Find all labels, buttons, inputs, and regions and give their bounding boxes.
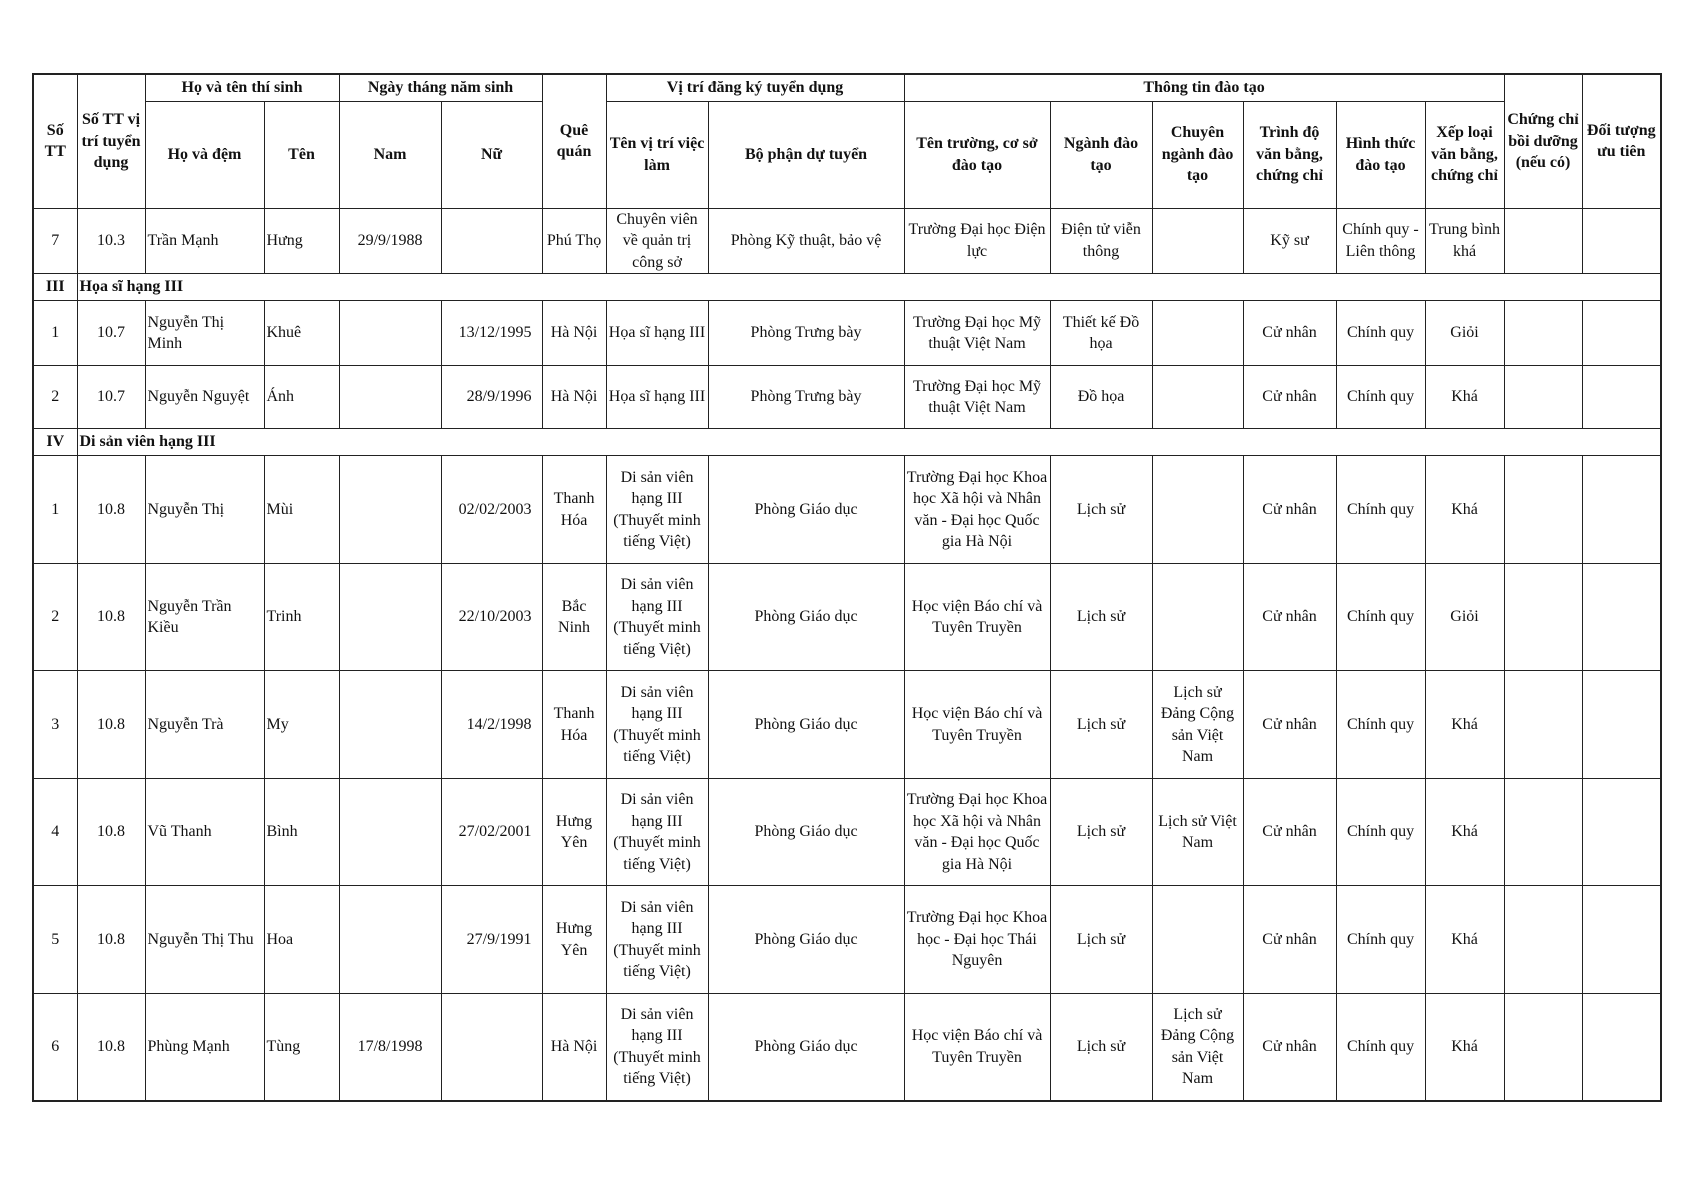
cell-trinh-do: Cử nhân	[1243, 366, 1336, 429]
cell-chuyen-nganh: Lịch sử Đảng Cộng sản Việt Nam	[1152, 994, 1243, 1101]
section-title: Họa sĩ hạng III	[77, 274, 1661, 301]
section-number: IV	[33, 429, 77, 456]
cell-nam	[339, 671, 441, 779]
cell-so-tt: 5	[33, 886, 77, 994]
cell-ho-dem: Nguyễn Trà	[145, 671, 264, 779]
header-nu: Nữ	[441, 101, 542, 208]
cell-ten-truong: Trường Đại học Điện lực	[904, 208, 1050, 274]
cell-ten-vi-tri: Di sản viên hạng III (Thuyết minh tiếng Việt)	[606, 456, 708, 564]
cell-nu: 02/02/2003	[441, 456, 542, 564]
header-chung-chi: Chứng chỉ bồi dưỡng (nếu có)	[1504, 74, 1582, 208]
header-vi-tri-group: Vị trí đăng ký tuyển dụng	[606, 74, 904, 101]
cell-trinh-do: Cử nhân	[1243, 994, 1336, 1101]
cell-bo-phan: Phòng Giáo dục	[708, 564, 904, 671]
cell-doi-tuong	[1582, 301, 1661, 366]
cell-xep-loai: Giỏi	[1425, 564, 1504, 671]
cell-hinh-thuc: Chính quy	[1336, 779, 1425, 886]
cell-trinh-do: Cử nhân	[1243, 886, 1336, 994]
cell-nganh: Điện tử viễn thông	[1050, 208, 1152, 274]
cell-so-tt-vi-tri: 10.8	[77, 456, 145, 564]
cell-so-tt-vi-tri: 10.8	[77, 994, 145, 1101]
cell-xep-loai: Khá	[1425, 456, 1504, 564]
cell-bo-phan: Phòng Giáo dục	[708, 779, 904, 886]
cell-que-quan: Hưng Yên	[542, 886, 606, 994]
header-ho-dem: Họ và đệm	[145, 101, 264, 208]
cell-trinh-do: Cử nhân	[1243, 564, 1336, 671]
cell-bo-phan: Phòng Kỹ thuật, bảo vệ	[708, 208, 904, 274]
cell-nganh: Lịch sử	[1050, 456, 1152, 564]
header-doi-tuong: Đối tượng ưu tiên	[1582, 74, 1661, 208]
cell-doi-tuong	[1582, 366, 1661, 429]
cell-ho-dem: Phùng Mạnh	[145, 994, 264, 1101]
header-bo-phan: Bộ phận dự tuyển	[708, 101, 904, 208]
cell-ho-dem: Nguyễn Thị Minh	[145, 301, 264, 366]
cell-ten: My	[264, 671, 339, 779]
cell-chung-chi	[1504, 208, 1582, 274]
cell-trinh-do: Cử nhân	[1243, 779, 1336, 886]
cell-hinh-thuc: Chính quy	[1336, 366, 1425, 429]
cell-bo-phan: Phòng Giáo dục	[708, 886, 904, 994]
cell-chuyen-nganh: Lịch sử Đảng Cộng sản Việt Nam	[1152, 671, 1243, 779]
cell-chung-chi	[1504, 671, 1582, 779]
cell-nganh: Lịch sử	[1050, 564, 1152, 671]
cell-so-tt-vi-tri: 10.8	[77, 671, 145, 779]
cell-hinh-thuc: Chính quy - Liên thông	[1336, 208, 1425, 274]
header-trinh-do: Trình độ văn bằng, chứng chỉ	[1243, 101, 1336, 208]
cell-ten: Bình	[264, 779, 339, 886]
cell-chuyen-nganh	[1152, 301, 1243, 366]
cell-bo-phan: Phòng Trưng bày	[708, 366, 904, 429]
cell-so-tt-vi-tri: 10.8	[77, 564, 145, 671]
cell-xep-loai: Khá	[1425, 671, 1504, 779]
table-row	[33, 994, 1661, 1101]
cell-so-tt-vi-tri: 10.7	[77, 366, 145, 429]
cell-que-quan: Hà Nội	[542, 366, 606, 429]
cell-xep-loai: Khá	[1425, 886, 1504, 994]
cell-so-tt-vi-tri: 10.7	[77, 301, 145, 366]
cell-doi-tuong	[1582, 456, 1661, 564]
section-row	[33, 274, 1661, 301]
cell-hinh-thuc: Chính quy	[1336, 564, 1425, 671]
cell-ten-vi-tri: Di sản viên hạng III (Thuyết minh tiếng Việt)	[606, 779, 708, 886]
cell-nu	[441, 208, 542, 274]
header-ten-truong: Tên trường, cơ sở đào tạo	[904, 101, 1050, 208]
cell-doi-tuong	[1582, 208, 1661, 274]
cell-bo-phan: Phòng Giáo dục	[708, 456, 904, 564]
cell-so-tt: 2	[33, 564, 77, 671]
header-ngay-sinh-group: Ngày tháng năm sinh	[339, 74, 542, 101]
cell-ten-truong: Trường Đại học Mỹ thuật Việt Nam	[904, 366, 1050, 429]
cell-chung-chi	[1504, 456, 1582, 564]
cell-ho-dem: Vũ Thanh	[145, 779, 264, 886]
cell-chuyen-nganh	[1152, 564, 1243, 671]
cell-ten-vi-tri: Họa sĩ hạng III	[606, 301, 708, 366]
table-row	[33, 366, 1661, 429]
cell-ho-dem: Nguyễn Nguyệt	[145, 366, 264, 429]
cell-bo-phan: Phòng Trưng bày	[708, 301, 904, 366]
cell-chung-chi	[1504, 564, 1582, 671]
cell-nu: 13/12/1995	[441, 301, 542, 366]
cell-nganh: Lịch sử	[1050, 886, 1152, 994]
cell-nam: 17/8/1998	[339, 994, 441, 1101]
cell-so-tt: 1	[33, 301, 77, 366]
cell-chung-chi	[1504, 779, 1582, 886]
cell-nu: 14/2/1998	[441, 671, 542, 779]
cell-que-quan: Bắc Ninh	[542, 564, 606, 671]
cell-nam	[339, 779, 441, 886]
cell-ten-truong: Trường Đại học Khoa học - Đại học Thái Nguyên	[904, 886, 1050, 994]
cell-bo-phan: Phòng Giáo dục	[708, 994, 904, 1101]
cell-nu	[441, 994, 542, 1101]
cell-chung-chi	[1504, 994, 1582, 1101]
cell-ten-truong: Trường Đại học Mỹ thuật Việt Nam	[904, 301, 1050, 366]
header-ten-vi-tri: Tên vị trí việc làm	[606, 101, 708, 208]
cell-nganh: Lịch sử	[1050, 671, 1152, 779]
cell-doi-tuong	[1582, 671, 1661, 779]
cell-so-tt: 4	[33, 779, 77, 886]
cell-nam	[339, 366, 441, 429]
cell-ho-dem: Nguyễn Thị	[145, 456, 264, 564]
cell-chuyen-nganh: Lịch sử Việt Nam	[1152, 779, 1243, 886]
cell-so-tt: 3	[33, 671, 77, 779]
cell-ten-vi-tri: Di sản viên hạng III (Thuyết minh tiếng Việt)	[606, 564, 708, 671]
header-so-tt: Số TT	[33, 74, 77, 208]
header-chuyen-nganh: Chuyên ngành đào tạo	[1152, 101, 1243, 208]
cell-ten: Hưng	[264, 208, 339, 274]
cell-hinh-thuc: Chính quy	[1336, 886, 1425, 994]
cell-ten: Mùi	[264, 456, 339, 564]
cell-ten-truong: Học viện Báo chí và Tuyên Truyền	[904, 994, 1050, 1101]
cell-ten: Khuê	[264, 301, 339, 366]
cell-hinh-thuc: Chính quy	[1336, 456, 1425, 564]
cell-nam	[339, 886, 441, 994]
cell-so-tt-vi-tri: 10.3	[77, 208, 145, 274]
header-ten: Tên	[264, 101, 339, 208]
cell-doi-tuong	[1582, 564, 1661, 671]
table-row	[33, 208, 1661, 274]
cell-ten-truong: Trường Đại học Khoa học Xã hội và Nhân văn - Đại học Quốc gia Hà Nội	[904, 456, 1050, 564]
cell-trinh-do: Kỹ sư	[1243, 208, 1336, 274]
cell-nam	[339, 456, 441, 564]
cell-chuyen-nganh	[1152, 456, 1243, 564]
cell-chuyen-nganh	[1152, 208, 1243, 274]
header-ho-ten-group: Họ và tên thí sinh	[145, 74, 339, 101]
cell-nganh: Lịch sử	[1050, 994, 1152, 1101]
cell-ten: Trinh	[264, 564, 339, 671]
section-row	[33, 429, 1661, 456]
cell-ho-dem: Nguyễn Thị Thu	[145, 886, 264, 994]
cell-doi-tuong	[1582, 886, 1661, 994]
cell-ten-truong: Trường Đại học Khoa học Xã hội và Nhân văn - Đại học Quốc gia Hà Nội	[904, 779, 1050, 886]
cell-xep-loai: Khá	[1425, 366, 1504, 429]
cell-chung-chi	[1504, 301, 1582, 366]
cell-chung-chi	[1504, 886, 1582, 994]
cell-nam	[339, 301, 441, 366]
header-hinh-thuc: Hình thức đào tạo	[1336, 101, 1425, 208]
table-row	[33, 886, 1661, 994]
section-title: Di sản viên hạng III	[77, 429, 1661, 456]
cell-chuyen-nganh	[1152, 886, 1243, 994]
cell-bo-phan: Phòng Giáo dục	[708, 671, 904, 779]
cell-que-quan: Thanh Hóa	[542, 456, 606, 564]
cell-so-tt-vi-tri: 10.8	[77, 779, 145, 886]
cell-xep-loai: Trung bình khá	[1425, 208, 1504, 274]
header-xep-loai: Xếp loại văn bằng, chứng chỉ	[1425, 101, 1504, 208]
cell-chung-chi	[1504, 366, 1582, 429]
cell-chuyen-nganh	[1152, 366, 1243, 429]
cell-que-quan: Thanh Hóa	[542, 671, 606, 779]
cell-nganh: Thiết kế Đồ họa	[1050, 301, 1152, 366]
cell-so-tt-vi-tri: 10.8	[77, 886, 145, 994]
section-number: III	[33, 274, 77, 301]
cell-ten: Ánh	[264, 366, 339, 429]
cell-ten-vi-tri: Di sản viên hạng III (Thuyết minh tiếng Việt)	[606, 886, 708, 994]
header-que-quan: Quê quán	[542, 74, 606, 208]
cell-hinh-thuc: Chính quy	[1336, 994, 1425, 1101]
cell-so-tt: 7	[33, 208, 77, 274]
cell-ten: Tùng	[264, 994, 339, 1101]
cell-que-quan: Phú Thọ	[542, 208, 606, 274]
table-row	[33, 456, 1661, 564]
cell-ten-truong: Học viện Báo chí và Tuyên Truyền	[904, 671, 1050, 779]
cell-nganh: Lịch sử	[1050, 779, 1152, 886]
cell-ten-vi-tri: Họa sĩ hạng III	[606, 366, 708, 429]
cell-que-quan: Hà Nội	[542, 301, 606, 366]
cell-doi-tuong	[1582, 779, 1661, 886]
cell-nam: 29/9/1988	[339, 208, 441, 274]
cell-nu: 28/9/1996	[441, 366, 542, 429]
cell-so-tt: 1	[33, 456, 77, 564]
header-nam: Nam	[339, 101, 441, 208]
cell-trinh-do: Cử nhân	[1243, 456, 1336, 564]
header-dao-tao-group: Thông tin đào tạo	[904, 74, 1504, 101]
cell-xep-loai: Khá	[1425, 994, 1504, 1101]
cell-xep-loai: Giỏi	[1425, 301, 1504, 366]
header-nganh: Ngành đào tạo	[1050, 101, 1152, 208]
cell-ten-truong: Học viện Báo chí và Tuyên Truyền	[904, 564, 1050, 671]
cell-nam	[339, 564, 441, 671]
cell-trinh-do: Cử nhân	[1243, 301, 1336, 366]
cell-nganh: Đồ họa	[1050, 366, 1152, 429]
cell-nu: 27/02/2001	[441, 779, 542, 886]
table-row	[33, 779, 1661, 886]
cell-hinh-thuc: Chính quy	[1336, 301, 1425, 366]
table-body	[33, 208, 1661, 1101]
cell-ten: Hoa	[264, 886, 339, 994]
cell-ten-vi-tri: Chuyên viên về quản trị công sở	[606, 208, 708, 274]
cell-ten-vi-tri: Di sản viên hạng III (Thuyết minh tiếng Việt)	[606, 671, 708, 779]
candidate-table	[32, 73, 1662, 1102]
cell-so-tt: 6	[33, 994, 77, 1101]
cell-doi-tuong	[1582, 994, 1661, 1101]
cell-que-quan: Hà Nội	[542, 994, 606, 1101]
cell-trinh-do: Cử nhân	[1243, 671, 1336, 779]
cell-ten-vi-tri: Di sản viên hạng III (Thuyết minh tiếng Việt)	[606, 994, 708, 1101]
cell-ho-dem: Trần Mạnh	[145, 208, 264, 274]
cell-que-quan: Hưng Yên	[542, 779, 606, 886]
cell-nu: 27/9/1991	[441, 886, 542, 994]
header-so-tt-vi-tri: Số TT vị trí tuyển dụng	[77, 74, 145, 208]
cell-nu: 22/10/2003	[441, 564, 542, 671]
cell-xep-loai: Khá	[1425, 779, 1504, 886]
cell-ho-dem: Nguyễn Trần Kiều	[145, 564, 264, 671]
cell-hinh-thuc: Chính quy	[1336, 671, 1425, 779]
cell-so-tt: 2	[33, 366, 77, 429]
table-row	[33, 564, 1661, 671]
table-row	[33, 301, 1661, 366]
table-row	[33, 671, 1661, 779]
